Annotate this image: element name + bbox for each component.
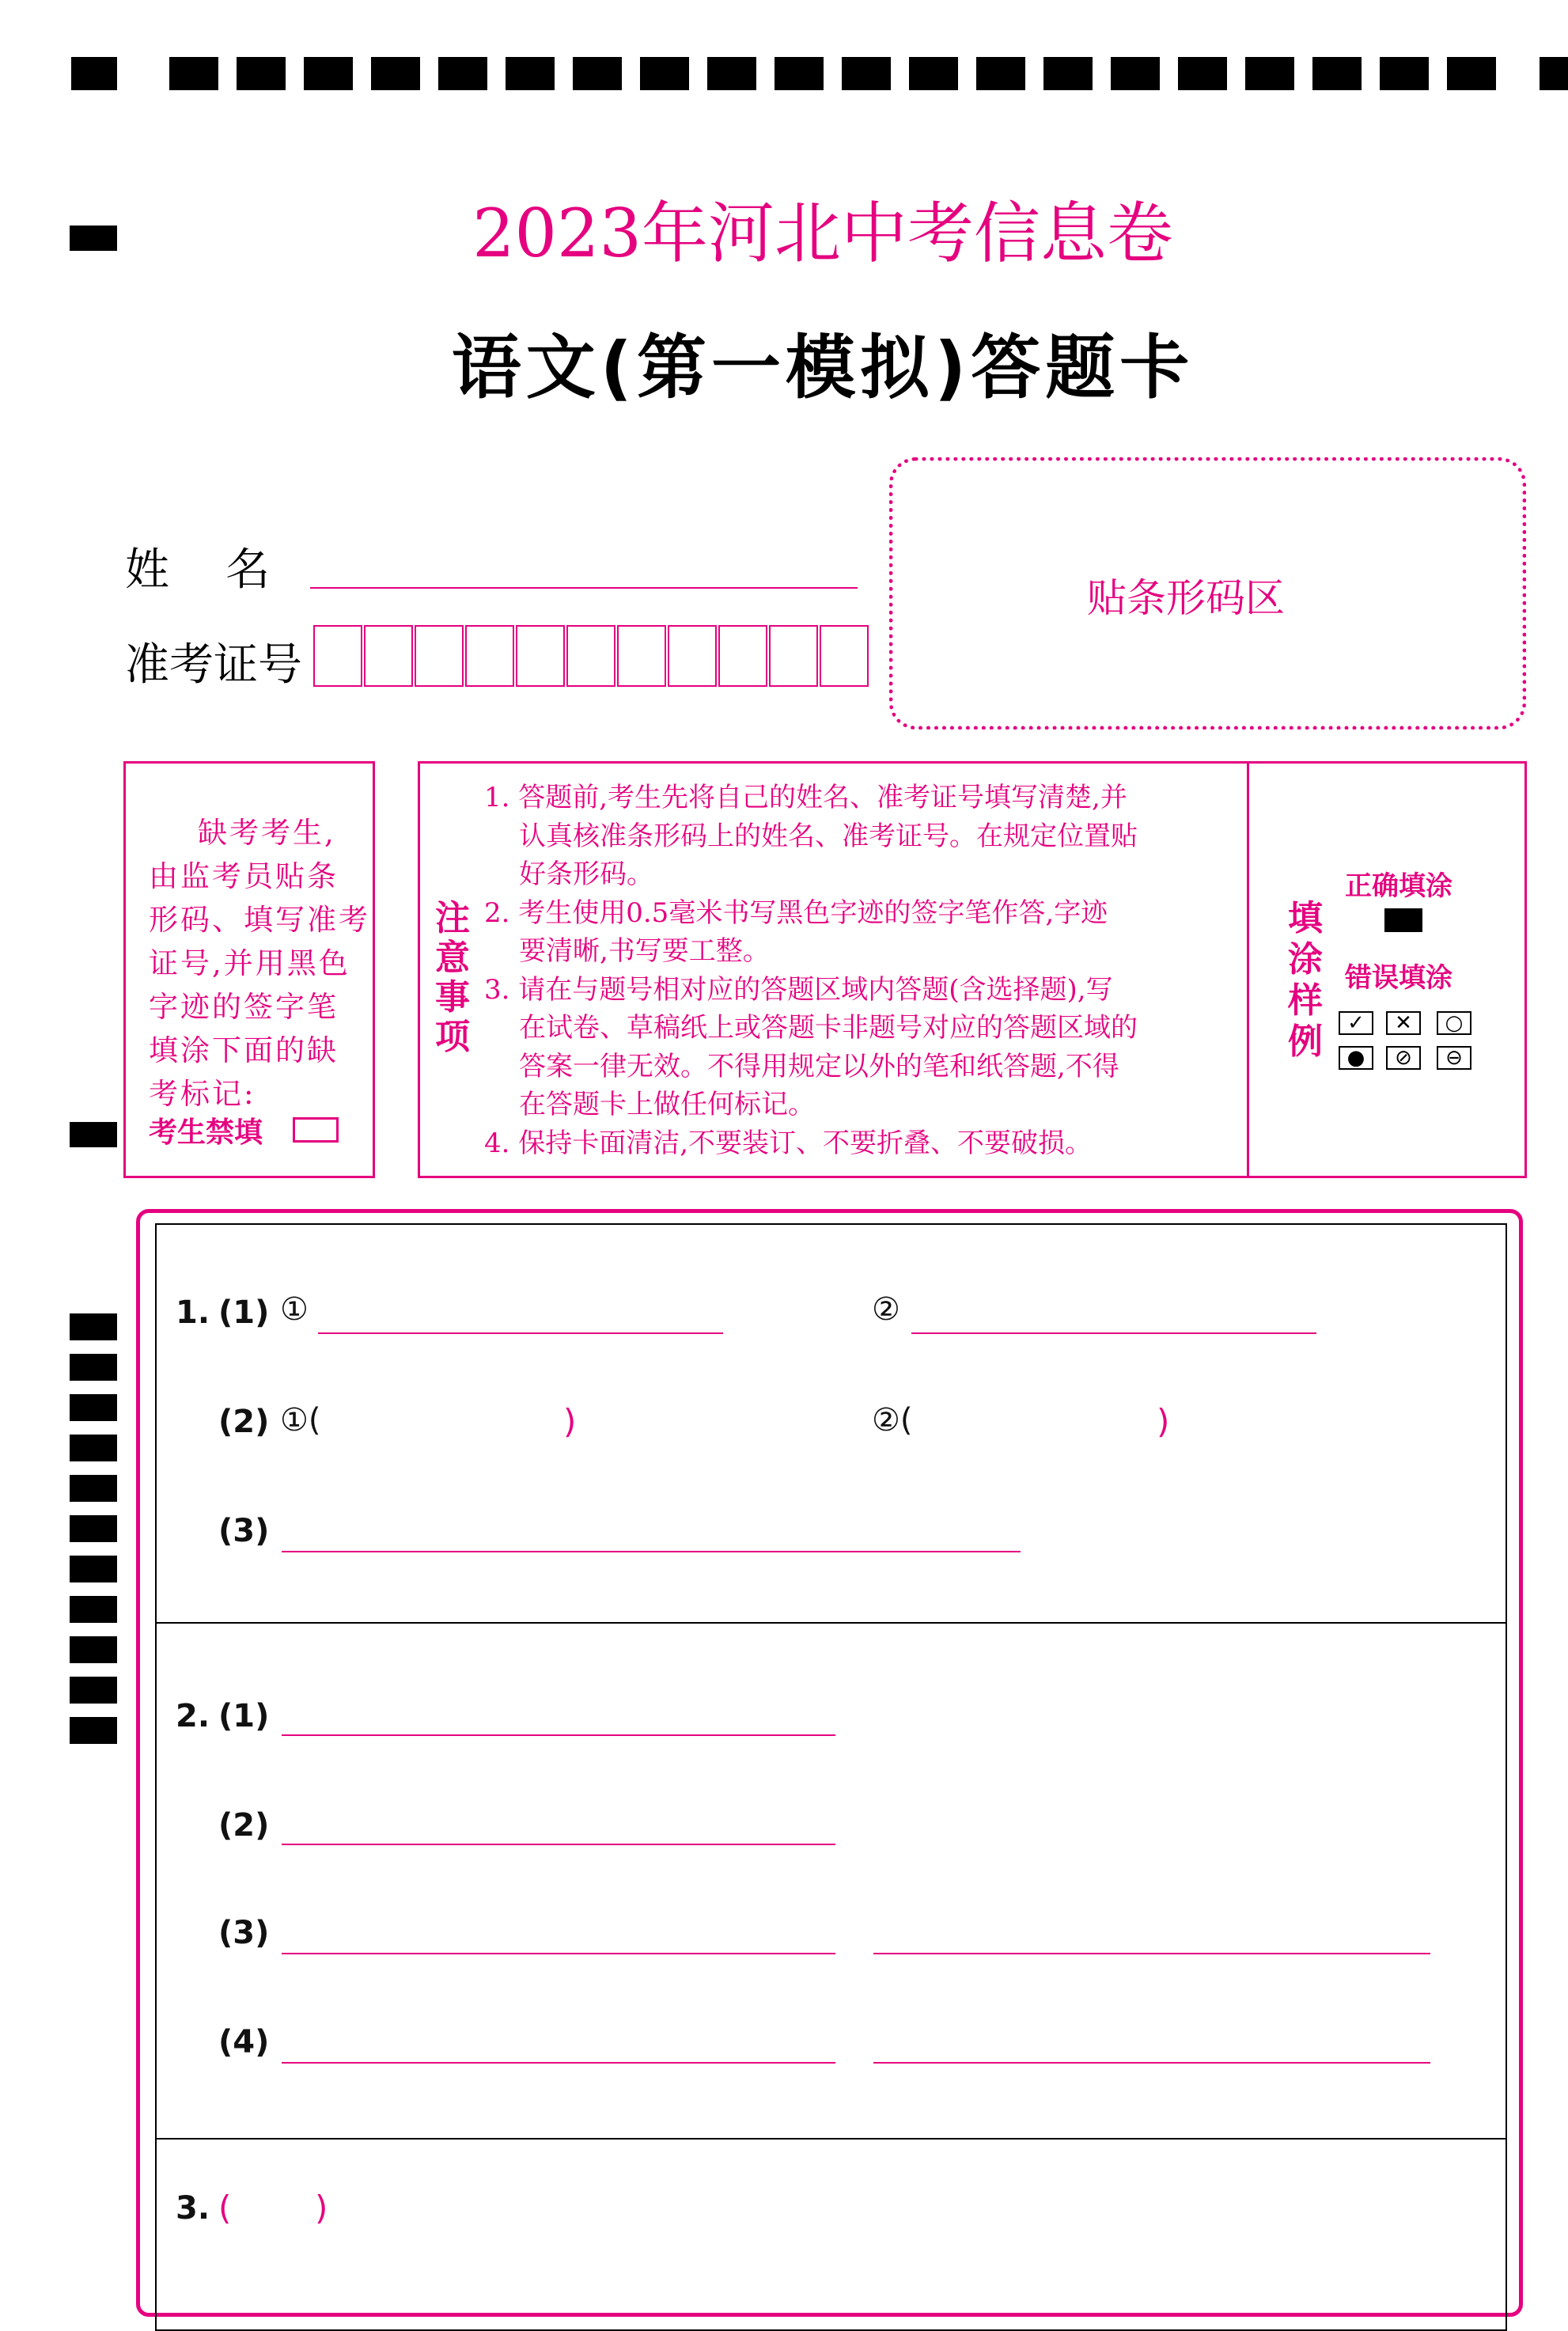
timing-mark xyxy=(1178,57,1227,90)
timing-mark xyxy=(70,1354,117,1381)
fill-heading-char: 样 xyxy=(1288,980,1323,1021)
question-1-bracket-1: ①( xyxy=(280,1402,321,1438)
timing-mark xyxy=(976,57,1025,90)
notes-line: 答案一律无效。不得用规定以外的笔和纸答题,不得 xyxy=(519,1050,1119,1082)
id-digit-cell[interactable] xyxy=(668,625,717,687)
wrong-fill-icon: ⊘ xyxy=(1386,1046,1421,1070)
timing-mark xyxy=(70,1475,117,1502)
notes-divider xyxy=(1247,761,1249,1178)
timing-mark xyxy=(1540,57,1568,90)
id-digit-cell[interactable] xyxy=(617,625,666,687)
timing-mark xyxy=(70,1717,117,1744)
answer-line[interactable] xyxy=(282,2062,835,2064)
timing-mark xyxy=(70,1556,117,1582)
notes-line: 要清晰,书写要工整。 xyxy=(519,935,770,967)
section-divider xyxy=(155,2138,1507,2140)
notes-line: 好条形码。 xyxy=(519,858,653,890)
barcode-label: 贴条形码区 xyxy=(1087,575,1285,621)
timing-mark xyxy=(1312,57,1362,90)
timing-mark xyxy=(707,57,756,90)
timing-mark xyxy=(70,1394,117,1421)
timing-mark xyxy=(573,57,622,90)
timing-mark xyxy=(71,57,117,90)
timing-mark xyxy=(237,57,286,90)
notes-line: 在试卷、草稿纸上或答题卡非题号对应的答题区域的 xyxy=(519,1012,1138,1044)
timing-mark xyxy=(304,57,353,90)
question-2-number: 2. xyxy=(176,1698,210,1734)
question-3-number: 3. xyxy=(176,2190,210,2227)
absent-instruction-line: 考标记: xyxy=(149,1077,256,1111)
question-2-part-4: (4) xyxy=(218,2024,270,2060)
timing-mark xyxy=(842,57,891,90)
name-label: 姓 名 xyxy=(125,544,271,596)
notes-line: 在答题卡上做任何标记。 xyxy=(519,1089,815,1120)
id-digit-cell[interactable] xyxy=(313,625,362,687)
question-2-part-2: (2) xyxy=(218,1807,270,1844)
fill-heading-char: 涂 xyxy=(1288,939,1323,980)
name-field[interactable] xyxy=(310,587,858,589)
absent-instruction-line: 形码、填写准考 xyxy=(149,903,370,937)
id-digit-cell[interactable] xyxy=(718,625,767,687)
timing-mark xyxy=(371,57,420,90)
question-1-part-2: (2) xyxy=(218,1404,270,1440)
answer-line[interactable] xyxy=(282,1844,835,1845)
question-2-part-1: (1) xyxy=(218,1698,270,1734)
timing-mark-left xyxy=(70,1122,117,1147)
notes-line: 2. 考生使用0.5毫米书写黑色字迹的签字笔作答,字迹 xyxy=(484,896,1108,929)
timing-mark xyxy=(70,1435,117,1461)
timing-mark xyxy=(1043,57,1093,90)
answer-inner-frame xyxy=(155,1223,1507,2331)
question-1-circle-2: ② xyxy=(872,1291,900,1328)
answer-line[interactable] xyxy=(282,1551,1021,1552)
timing-mark xyxy=(438,57,487,90)
fill-heading-char: 例 xyxy=(1288,1021,1323,1062)
id-digit-cell[interactable] xyxy=(820,625,869,687)
wrong-fill-icon: ○ xyxy=(1437,1011,1471,1035)
answer-line[interactable] xyxy=(873,1953,1430,1954)
section-divider xyxy=(155,1622,1507,1624)
absent-instruction-line: 字迹的签字笔 xyxy=(149,990,339,1024)
notes-heading-char: 事 xyxy=(435,977,470,1018)
id-label: 准考证号 xyxy=(125,639,302,691)
id-number-field[interactable] xyxy=(313,625,870,687)
timing-mark xyxy=(70,1313,117,1340)
timing-mark xyxy=(1111,57,1160,90)
notes-heading-char: 项 xyxy=(435,1017,470,1057)
question-1-bracket-2: ②( xyxy=(872,1402,913,1438)
fill-heading-char: 填 xyxy=(1288,898,1323,938)
notes-line: 1. 答题前,考生先将自己的姓名、准考证号填写清楚,并 xyxy=(484,782,1127,813)
timing-mark xyxy=(70,1677,117,1704)
id-digit-cell[interactable] xyxy=(415,625,464,687)
question-1-bracket-1-close: ) xyxy=(563,1402,577,1441)
absent-checkbox[interactable] xyxy=(293,1117,339,1143)
timing-mark xyxy=(70,1636,117,1663)
id-digit-cell[interactable] xyxy=(465,625,514,687)
timing-mark xyxy=(70,1596,117,1623)
correct-fill-label: 正确填涂 xyxy=(1345,870,1452,902)
answer-line[interactable] xyxy=(911,1332,1316,1334)
absent-instruction-line: 填涂下面的缺 xyxy=(149,1033,339,1067)
timing-mark xyxy=(1380,57,1429,90)
question-1-part-1: (1) xyxy=(218,1294,270,1331)
notes-line: 4. 保持卡面清洁,不要装订、不要折叠、不要破损。 xyxy=(484,1127,1093,1159)
timing-mark xyxy=(909,57,958,90)
id-digit-cell[interactable] xyxy=(769,625,818,687)
correct-fill-sample xyxy=(1384,908,1422,932)
absent-instruction-line: 由监考员贴条 xyxy=(149,859,339,893)
timing-mark xyxy=(1447,57,1496,90)
question-1-circle-1: ① xyxy=(280,1291,309,1328)
id-digit-cell[interactable] xyxy=(364,625,413,687)
notes-heading-char: 意 xyxy=(435,938,470,978)
absent-instruction-line: 缺考考生, xyxy=(198,816,336,850)
answer-line[interactable] xyxy=(282,1734,835,1736)
wrong-fill-icon: ✕ xyxy=(1386,1011,1421,1035)
timing-marks-top xyxy=(71,57,1568,90)
answer-line[interactable] xyxy=(873,2062,1430,2064)
id-digit-cell[interactable] xyxy=(516,625,565,687)
answer-line[interactable] xyxy=(318,1332,723,1334)
question-3-bracket-close: ) xyxy=(315,2189,328,2227)
question-1-number: 1. xyxy=(176,1294,210,1331)
absent-mark-label: 考生禁填 xyxy=(149,1116,263,1149)
timing-mark xyxy=(640,57,689,90)
notes-line: 认真核准条形码上的姓名、准考证号。在规定位置贴 xyxy=(519,820,1138,852)
page-subtitle: 语文(第一模拟)答题卡 xyxy=(451,327,1195,408)
timing-mark xyxy=(169,57,218,90)
timing-mark xyxy=(506,57,555,90)
timing-mark xyxy=(70,1515,117,1542)
timing-mark xyxy=(1245,57,1294,90)
absent-instruction-line: 证号,并用黑色 xyxy=(149,946,350,980)
question-2-part-3: (3) xyxy=(218,1915,270,1951)
wrong-fill-icon: ⊖ xyxy=(1437,1046,1471,1070)
notes-heading-char: 注 xyxy=(435,898,470,938)
wrong-fill-icon: ✓ xyxy=(1339,1011,1373,1035)
page-title: 2023年河北中考信息卷 xyxy=(472,195,1173,272)
question-1-bracket-2-close: ) xyxy=(1157,1402,1170,1441)
id-digit-cell[interactable] xyxy=(566,625,615,687)
notes-line: 3. 请在与题号相对应的答题区域内答题(含选择题),写 xyxy=(484,973,1113,1006)
answer-line[interactable] xyxy=(282,1953,835,1954)
timing-marks-left xyxy=(70,1313,117,1757)
timing-mark xyxy=(775,57,824,90)
question-1-part-3: (3) xyxy=(218,1513,270,1549)
wrong-fill-icon: ● xyxy=(1339,1046,1373,1070)
question-3-bracket-open: ( xyxy=(218,2189,232,2227)
wrong-fill-label: 错误填涂 xyxy=(1345,962,1452,994)
